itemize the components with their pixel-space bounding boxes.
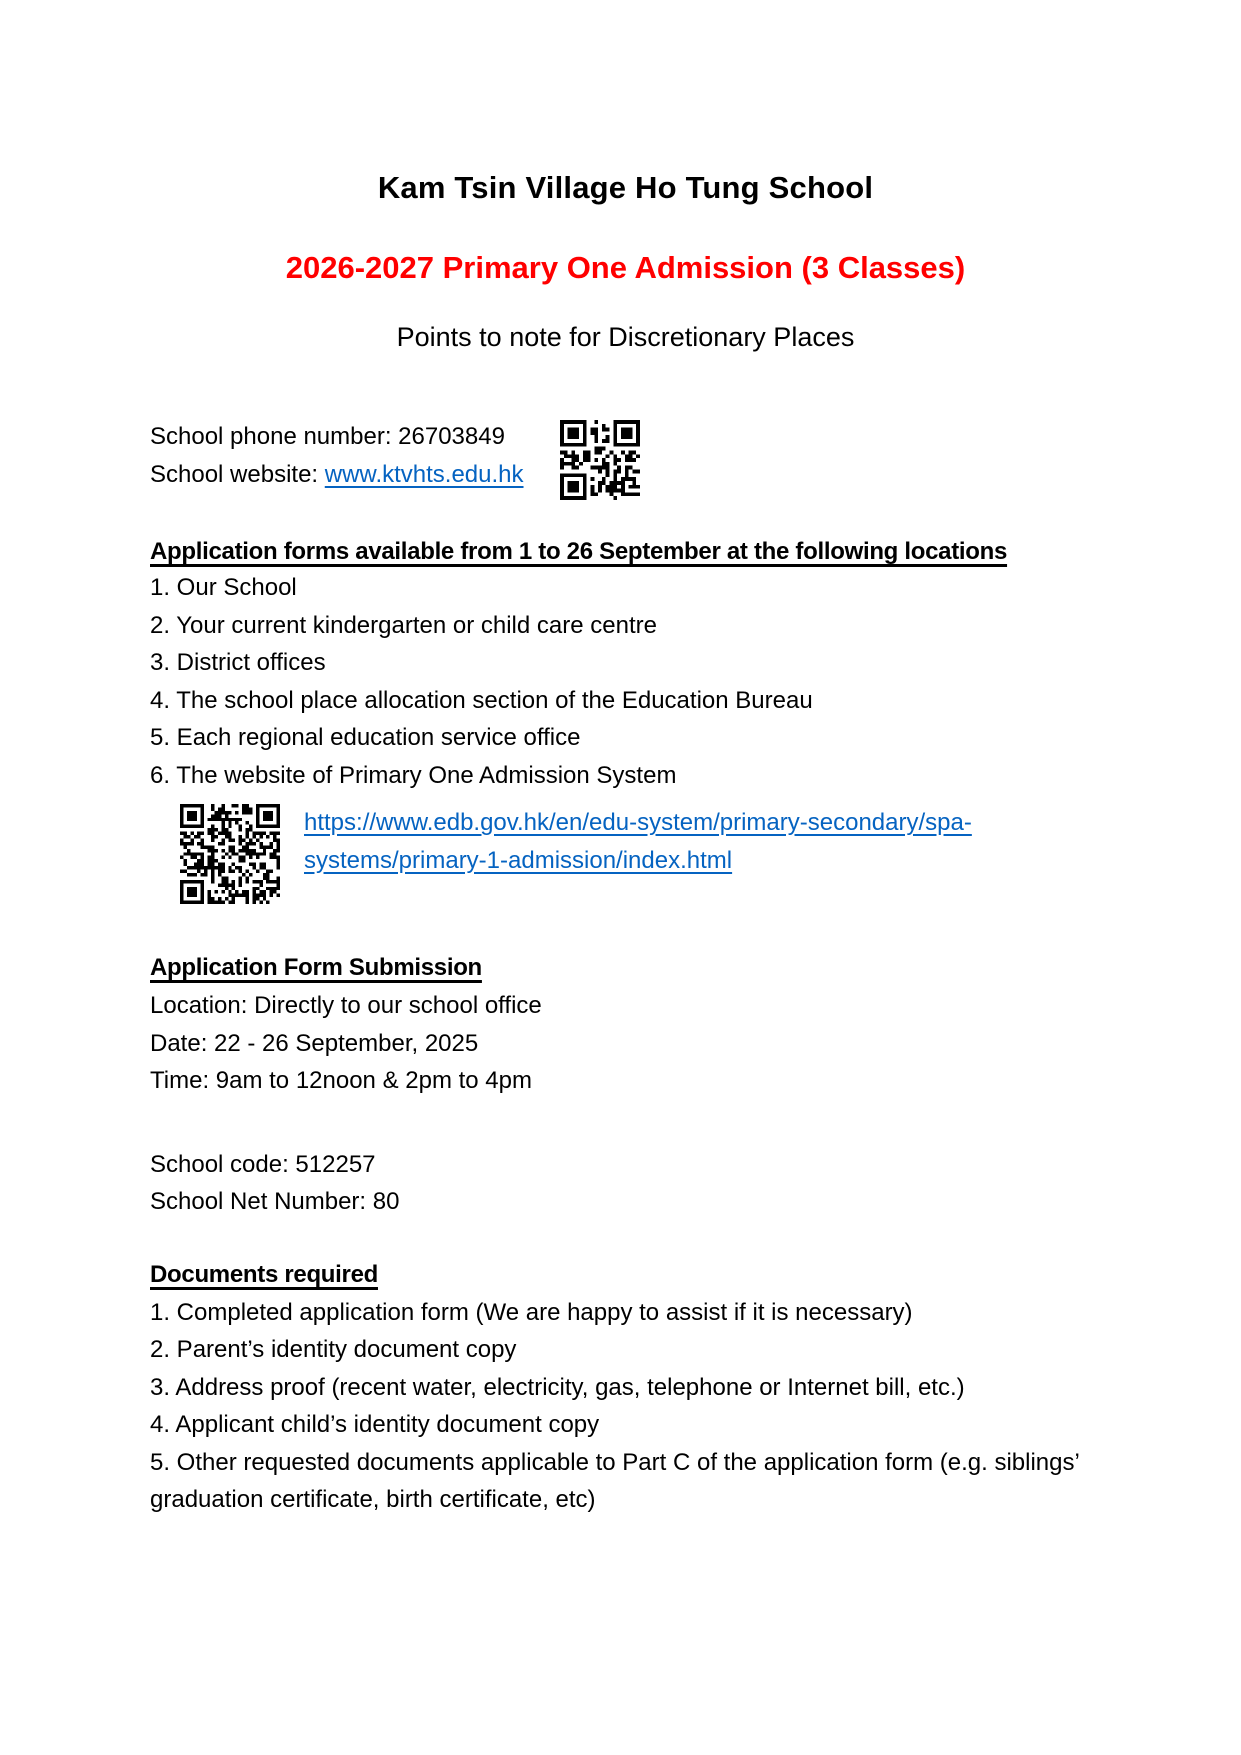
admission-url-line-1[interactable]: https://www.edb.gov.hk/en/edu-system/primary-secondary/spa- <box>304 809 972 836</box>
school-net-line: School Net Number: 80 <box>150 1188 400 1215</box>
documents-list <box>150 1294 1101 1519</box>
locations-section <box>150 536 1101 904</box>
location-item-4: 4. The school place allocation section of the Education Bureau <box>150 686 813 714</box>
submission-heading: Application Form Submission <box>150 954 482 981</box>
admission-system-qr-code <box>180 804 280 904</box>
locations-heading: Application forms available from 1 to 26 September at the following locations <box>150 538 1008 565</box>
admission-heading: 2026-2027 Primary One Admission (3 Classes) <box>285 250 966 285</box>
admission-url-line-2[interactable]: systems/primary-1-admission/index.html <box>304 846 733 874</box>
phone-line <box>150 418 524 456</box>
location-item-1: 1. Our School <box>150 574 297 601</box>
website-line <box>150 456 524 494</box>
location-item-2: 2. Your current kindergarten or child care centre <box>150 611 657 639</box>
contact-text <box>150 418 524 494</box>
submission-location-line: Location: Directly to our school office <box>150 992 542 1019</box>
contact-block <box>150 418 1101 500</box>
school-code-line: School code: 512257 <box>150 1150 376 1178</box>
location-item-5: 5. Each regional education service office <box>150 724 581 751</box>
school-website-link[interactable]: www.ktvhts.edu.hk <box>324 461 524 488</box>
phone-line-text: School phone number: 26703849 <box>150 423 505 450</box>
submission-date-line: Date: 22 - 26 September, 2025 <box>150 1029 479 1057</box>
submission-time-line: Time: 9am to 12noon & 2pm to 4pm <box>150 1067 532 1094</box>
submission-details <box>150 987 1101 1100</box>
document-item-1: 1. Completed application form (We are happy to assist if it is necessary) <box>150 1298 913 1326</box>
admission-url-block <box>304 804 972 879</box>
subtitle: Points to note for Discretionary Places <box>396 322 855 352</box>
school-info-block <box>150 1146 1101 1221</box>
page-title: Kam Tsin Village Ho Tung School <box>377 170 874 205</box>
document-item-2: 2. Parent’s identity document copy <box>150 1336 517 1363</box>
admission-system-qr-row <box>180 804 1101 904</box>
documents-heading: Documents required <box>150 1260 378 1288</box>
document-item-4: 4. Applicant child’s identity document copy <box>150 1411 600 1438</box>
school-website-qr-code <box>560 420 640 500</box>
submission-section <box>150 952 1101 1100</box>
documents-section <box>150 1259 1101 1519</box>
document-item-5: 5. Other requested documents applicable to Part C of the application form (e.g. siblings’ graduation certificate, birth certificate, etc) <box>150 1448 1079 1513</box>
document-item-3: 3. Address proof (recent water, electricity, gas, telephone or Internet bill, etc.) <box>150 1373 965 1401</box>
location-item-3: 3. District offices <box>150 649 326 676</box>
website-label: School website: <box>150 461 325 488</box>
locations-list <box>150 569 1101 794</box>
location-item-6: 6. The website of Primary One Admission System <box>150 761 677 789</box>
